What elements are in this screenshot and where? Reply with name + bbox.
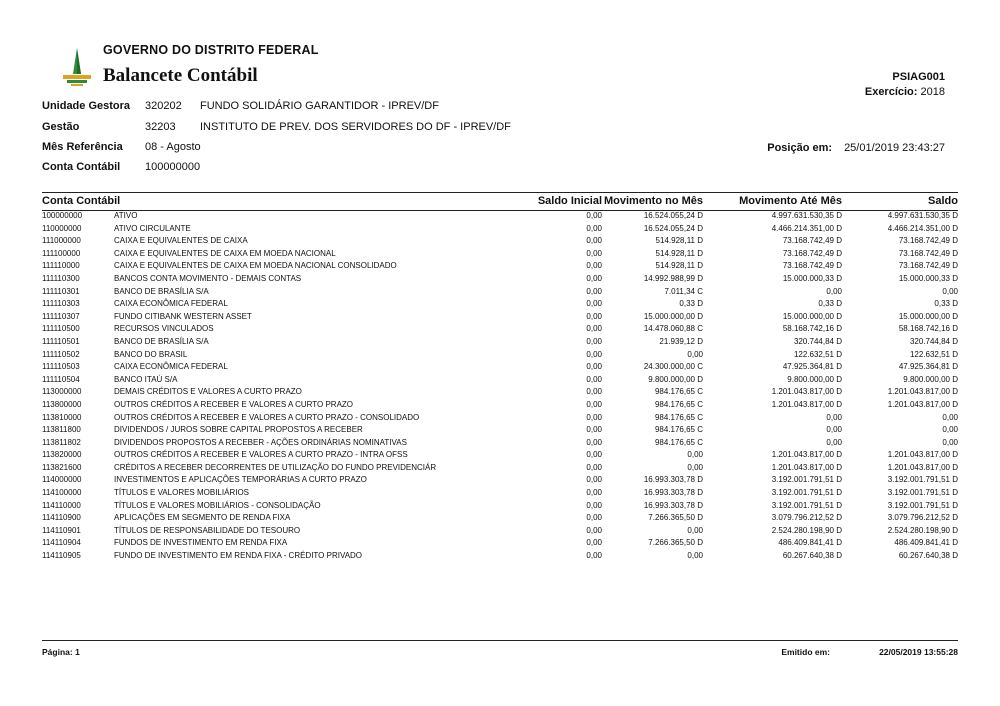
table-row [42, 537, 958, 550]
saldo: 58.168.742,16 D [898, 324, 958, 334]
saldo-inicial: 0,00 [586, 488, 602, 498]
saldo-inicial: 0,00 [586, 513, 602, 523]
account-code: 111110307 [42, 311, 80, 321]
saldo: 1.201.043.817,00 D [887, 399, 958, 409]
account-code: 113811802 [42, 437, 81, 447]
table-row [42, 449, 958, 462]
saldo: 122.632,51 D [909, 349, 958, 359]
saldo: 0,00 [942, 286, 958, 296]
saldo: 47.925.364,81 D [898, 362, 958, 372]
saldo-inicial: 0,00 [586, 538, 602, 548]
table-row [42, 361, 958, 374]
saldo: 9.800.000,00 D [903, 374, 958, 384]
table-row [42, 273, 958, 286]
movimento-ate-mes: 15.000.000,00 D [782, 311, 842, 321]
account-code: 111110504 [42, 374, 80, 384]
account-description: FUNDOS DE INVESTIMENTO EM RENDA FIXA [114, 538, 288, 548]
movimento-mes: 14.478.060,88 C [643, 324, 703, 334]
saldo-inicial: 0,00 [586, 437, 602, 447]
table-body [42, 210, 958, 563]
movimento-ate-mes: 9.800.000,00 D [787, 374, 842, 384]
table-row [42, 248, 958, 261]
saldo-inicial: 0,00 [586, 286, 602, 296]
saldo: 0,00 [942, 412, 958, 422]
table-row [42, 223, 958, 236]
exercicio-label: Exercício: [864, 86, 918, 98]
account-code: 111110301 [42, 286, 80, 296]
saldo: 1.201.043.817,00 D [887, 462, 958, 472]
account-code: 113811800 [42, 425, 81, 435]
movimento-ate-mes: 486.409.841,41 D [778, 538, 842, 548]
saldo-inicial: 0,00 [586, 349, 602, 359]
page-number [42, 647, 80, 657]
account-description: FUNDO DE INVESTIMENTO EM RENDA FIXA - CRÉDITO PRIVADO [114, 551, 363, 561]
account-code: 114000000 [42, 475, 82, 485]
movimento-ate-mes: 60.267.640,38 D [782, 551, 842, 561]
account-description: DEMAIS CRÉDITOS E VALORES A CURTO PRAZO [114, 387, 302, 397]
conta-label: Conta Contábil [42, 161, 121, 173]
saldo-inicial: 0,00 [586, 412, 602, 422]
saldo: 60.267.640,38 D [898, 551, 958, 561]
account-description: OUTROS CRÉDITOS A RECEBER E VALORES A CURTO PRAZO - CONSOLIDADO [114, 412, 420, 422]
saldo-inicial: 0,00 [586, 551, 602, 561]
saldo: 1.201.043.817,00 D [887, 450, 958, 460]
table-row [42, 298, 958, 311]
report-title: Balancete Contábil [103, 65, 258, 86]
movimento-ate-mes: 73.168.742,49 D [782, 236, 842, 246]
movimento-ate-mes: 73.168.742,49 D [782, 261, 842, 271]
saldo-inicial: 0,00 [586, 399, 602, 409]
table-row [42, 512, 958, 525]
header-saldo-inicial: Saldo Inicial [537, 195, 602, 207]
saldo: 0,00 [942, 437, 958, 447]
account-description: BANCO DO BRASIL [114, 349, 188, 359]
saldo: 73.168.742,49 D [898, 248, 958, 258]
movimento-mes: 514.928,11 D [655, 248, 703, 258]
table-row [42, 235, 958, 248]
account-code: 111110000 [42, 261, 80, 271]
movimento-mes: 16.993.303,78 D [643, 488, 703, 498]
movimento-ate-mes: 2.524.280.198,90 D [771, 525, 842, 535]
movimento-mes: 984.176,65 C [654, 387, 703, 397]
account-description: BANCO DE BRASÍLIA S/A [114, 336, 209, 346]
header-movimento-mes: Movimento no Mês [603, 195, 703, 207]
posicao-label: Posição em: [767, 142, 833, 154]
report-code: PSIAG001 [892, 71, 945, 83]
saldo: 320.744,84 D [909, 336, 958, 346]
table-row [42, 374, 958, 387]
saldo-inicial: 0,00 [586, 311, 602, 321]
movimento-mes: 9.800.000,00 D [648, 374, 703, 384]
movimento-mes: 514.928,11 D [655, 236, 703, 246]
movimento-ate-mes: 0,00 [826, 425, 842, 435]
account-description: CAIXA E EQUIVALENTES DE CAIXA [114, 236, 248, 246]
mes-value: 08 - Agosto [145, 141, 201, 153]
saldo: 3.079.796.212,52 D [887, 513, 958, 523]
movimento-ate-mes: 3.192.001.791,51 D [771, 500, 842, 510]
movimento-mes: 0,33 D [679, 299, 703, 309]
mes-label: Mês Referência [42, 141, 123, 153]
movimento-ate-mes: 4.997.631.530,35 D [771, 211, 842, 220]
conta-value: 100000000 [145, 161, 201, 173]
saldo: 15.000.000,00 D [898, 311, 958, 321]
table-row [42, 487, 958, 500]
account-code: 114110900 [42, 513, 81, 523]
header-saldo: Saldo [928, 195, 958, 207]
account-code: 113820000 [42, 450, 82, 460]
saldo: 486.409.841,41 D [894, 538, 958, 548]
account-description: RECURSOS VINCULADOS [114, 324, 214, 334]
account-code: 111110300 [42, 273, 80, 283]
exercicio [865, 86, 945, 98]
table-row [42, 412, 958, 425]
account-code: 113810000 [42, 412, 82, 422]
movimento-ate-mes: 122.632,51 D [793, 349, 842, 359]
movimento-mes: 984.176,65 C [654, 437, 703, 447]
movimento-ate-mes: 1.201.043.817,00 D [771, 387, 842, 397]
account-description: TÍTULOS E VALORES MOBILIÁRIOS [114, 488, 249, 498]
saldo-inicial: 0,00 [586, 362, 602, 372]
movimento-ate-mes: 15.000.000,33 D [782, 273, 842, 283]
account-description: OUTROS CRÉDITOS A RECEBER E VALORES A CURTO PRAZO - INTRA OFSS [114, 450, 408, 460]
movimento-mes: 0,00 [687, 525, 703, 535]
account-description: ATIVO CIRCULANTE [114, 223, 191, 233]
account-code: 114110904 [42, 538, 81, 548]
account-code: 114110000 [42, 500, 81, 510]
saldo: 3.192.001.791,51 D [887, 488, 958, 498]
unidade-code: 320202 [145, 100, 182, 112]
saldo-inicial: 0,00 [586, 475, 602, 485]
posicao-value: 25/01/2019 23:43:27 [844, 142, 945, 154]
account-description: CAIXA ECONÔMICA FEDERAL [114, 299, 228, 309]
movimento-mes: 16.524.055,24 D [643, 211, 703, 220]
saldo: 0,33 D [934, 299, 958, 309]
movimento-mes: 16.993.303,78 D [643, 500, 703, 510]
table-row [42, 424, 958, 437]
saldo-inicial: 0,00 [586, 211, 602, 220]
account-description: TÍTULOS E VALORES MOBILIÁRIOS - CONSOLIDAÇÃO [114, 500, 321, 510]
table-row [42, 323, 958, 336]
movimento-ate-mes: 3.192.001.791,51 D [771, 475, 842, 485]
saldo-inicial: 0,00 [586, 236, 602, 246]
saldo-inicial: 0,00 [586, 387, 602, 397]
movimento-mes: 7.266.365,50 D [648, 513, 703, 523]
saldo-inicial: 0,00 [586, 299, 602, 309]
movimento-mes: 0,00 [687, 462, 703, 472]
account-description: DIVIDENDOS / JUROS SOBRE CAPITAL PROPOSTOS A RECEBER [114, 425, 363, 435]
table-header [42, 192, 958, 211]
movimento-ate-mes: 58.168.742,16 D [782, 324, 842, 334]
movimento-mes: 21.939,12 D [659, 336, 703, 346]
movimento-mes: 984.176,65 C [654, 399, 703, 409]
account-description: TÍTULOS DE RESPONSABILIDADE DO TESOURO [114, 525, 301, 535]
account-description: CAIXA E EQUIVALENTES DE CAIXA EM MOEDA NACIONAL CONSOLIDADO [114, 261, 397, 271]
table-row [42, 550, 958, 563]
table-row [42, 399, 958, 412]
table-row [42, 386, 958, 399]
saldo: 15.000.000,33 D [898, 273, 958, 283]
table-row [42, 210, 958, 223]
saldo-inicial: 0,00 [586, 425, 602, 435]
movimento-mes: 514.928,11 D [655, 261, 703, 271]
gestao-desc: INSTITUTO DE PREV. DOS SERVIDORES DO DF - IPREV/DF [200, 121, 511, 133]
account-description: BANCO DE BRASÍLIA S/A [114, 286, 209, 296]
account-description: OUTROS CRÉDITOS A RECEBER E VALORES A CURTO PRAZO [114, 399, 354, 409]
emitted-value: 22/05/2019 13:55:28 [879, 647, 958, 657]
account-description: INVESTIMENTOS E APLICAÇÕES TEMPORÁRIAS A CURTO PRAZO [114, 475, 367, 485]
table-row [42, 462, 958, 475]
movimento-ate-mes: 1.201.043.817,00 D [771, 399, 842, 409]
movimento-mes: 24.300.000,00 C [643, 362, 703, 372]
emitted-label: Emitido em: [781, 647, 830, 657]
account-code: 113000000 [42, 387, 82, 397]
saldo: 3.192.001.791,51 D [887, 475, 958, 485]
saldo: 73.168.742,49 D [898, 261, 958, 271]
saldo-inicial: 0,00 [586, 223, 602, 233]
movimento-ate-mes: 3.192.001.791,51 D [771, 488, 842, 498]
movimento-mes: 0,00 [687, 349, 703, 359]
government-name: GOVERNO DO DISTRITO FEDERAL [103, 43, 319, 57]
account-code: 111100000 [42, 248, 81, 258]
account-code: 114110901 [42, 525, 81, 535]
table-row [42, 500, 958, 513]
account-description: BANCO ITAÚ S/A [114, 374, 178, 384]
account-description: APLICAÇÕES EM SEGMENTO DE RENDA FIXA [114, 513, 291, 523]
saldo-inicial: 0,00 [586, 525, 602, 535]
account-description: FUNDO CITIBANK WESTERN ASSET [114, 311, 252, 321]
unidade-desc: FUNDO SOLIDÁRIO GARANTIDOR - IPREV/DF [200, 100, 439, 112]
table-row [42, 349, 958, 362]
table-row [42, 286, 958, 299]
saldo-inicial: 0,00 [586, 500, 602, 510]
account-description: ATIVO [114, 211, 138, 220]
movimento-ate-mes: 1.201.043.817,00 D [771, 462, 842, 472]
account-description: CAIXA E EQUIVALENTES DE CAIXA EM MOEDA NACIONAL [114, 248, 336, 258]
movimento-mes: 984.176,65 C [654, 425, 703, 435]
movimento-ate-mes: 47.925.364,81 D [782, 362, 842, 372]
movimento-mes: 0,00 [687, 450, 703, 460]
table-row [42, 336, 958, 349]
table-row [42, 437, 958, 450]
account-code: 111000000 [42, 236, 81, 246]
account-description: BANCOS CONTA MOVIMENTO - DEMAIS CONTAS [114, 273, 302, 283]
table-row [42, 525, 958, 538]
account-code: 111110500 [42, 324, 80, 334]
saldo-inicial: 0,00 [586, 450, 602, 460]
movimento-ate-mes: 0,00 [826, 437, 842, 447]
saldo: 3.192.001.791,51 D [887, 500, 958, 510]
page-label: Página: [42, 647, 73, 657]
page-footer [42, 640, 958, 659]
saldo: 73.168.742,49 D [898, 236, 958, 246]
account-code: 111110503 [42, 362, 80, 372]
saldo-inicial: 0,00 [586, 374, 602, 384]
account-description: DIVIDENDOS PROPOSTOS A RECEBER - AÇÕES ORDINÁRIAS NOMINATIVAS [114, 437, 407, 447]
posicao [767, 142, 945, 154]
account-code: 114100000 [42, 488, 82, 498]
movimento-ate-mes: 0,00 [826, 286, 842, 296]
header-movimento-ate-mes: Movimento Até Mês [739, 195, 842, 207]
movimento-ate-mes: 0,33 D [818, 299, 842, 309]
gdf-emblem-icon [60, 46, 94, 88]
saldo: 2.524.280.198,90 D [887, 525, 958, 535]
account-code: 111110502 [42, 349, 80, 359]
movimento-ate-mes: 3.079.796.212,52 D [771, 513, 842, 523]
movimento-mes: 984.176,65 C [654, 412, 703, 422]
movimento-mes: 0,00 [687, 551, 703, 561]
saldo-inicial: 0,00 [586, 324, 602, 334]
movimento-ate-mes: 4.466.214.351,00 D [771, 223, 842, 233]
movimento-mes: 14.992.988,99 D [643, 273, 703, 283]
movimento-mes: 16.993.303,78 D [643, 475, 703, 485]
movimento-ate-mes: 320.744,84 D [793, 336, 842, 346]
exercicio-value: 2018 [920, 86, 945, 98]
gestao-code: 32203 [145, 121, 176, 133]
movimento-ate-mes: 73.168.742,49 D [782, 248, 842, 258]
saldo: 0,00 [942, 425, 958, 435]
movimento-ate-mes: 0,00 [826, 412, 842, 422]
account-code: 113821600 [42, 462, 82, 472]
saldo-inicial: 0,00 [586, 273, 602, 283]
account-code: 100000000 [42, 211, 83, 220]
header-conta: Conta Contábil [42, 195, 121, 207]
account-description: CRÉDITOS A RECEBER DECORRENTES DE UTILIZAÇÃO DO FUNDO PREVIDENCIÁR [114, 462, 437, 472]
saldo-inicial: 0,00 [586, 336, 602, 346]
movimento-mes: 16.524.055,24 D [643, 223, 703, 233]
saldo-inicial: 0,00 [586, 261, 602, 271]
saldo: 4.466.214.351,00 D [887, 223, 958, 233]
saldo: 1.201.043.817,00 D [887, 387, 958, 397]
table-row [42, 311, 958, 324]
table-row [42, 474, 958, 487]
saldo-inicial: 0,00 [586, 248, 602, 258]
account-code: 113800000 [42, 399, 82, 409]
account-description: CAIXA ECONÔMICA FEDERAL [114, 362, 228, 372]
account-code: 111110501 [42, 336, 80, 346]
page-value: 1 [75, 647, 80, 657]
movimento-mes: 7.266.365,50 D [648, 538, 703, 548]
account-code: 114110905 [42, 551, 81, 561]
movimento-ate-mes: 1.201.043.817,00 D [771, 450, 842, 460]
movimento-mes: 15.000.000,00 D [643, 311, 703, 321]
gestao-label: Gestão [42, 121, 80, 133]
table-row [42, 260, 958, 273]
saldo: 4.997.631.530,35 D [887, 211, 958, 220]
saldo-inicial: 0,00 [586, 462, 602, 472]
movimento-mes: 7.011,34 C [664, 286, 703, 296]
unidade-label: Unidade Gestora [42, 100, 131, 112]
account-code: 111110303 [42, 299, 80, 309]
account-code: 110000000 [42, 223, 82, 233]
